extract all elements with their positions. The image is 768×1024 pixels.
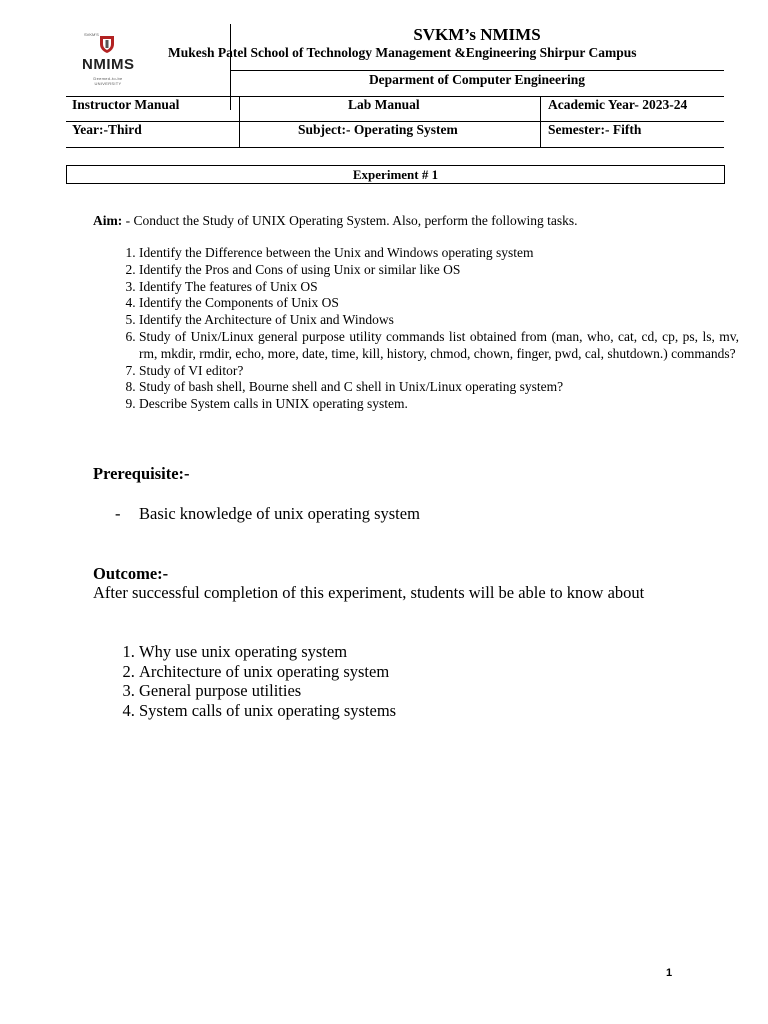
lab-manual-label: Lab Manual bbox=[348, 97, 420, 112]
list-item: 4. Identify the Components of Unix OS bbox=[139, 295, 739, 312]
academic-year-label: Academic Year- 2023-24 bbox=[548, 97, 688, 112]
header-rule-1 bbox=[230, 70, 724, 71]
logo-brand: NMIMS bbox=[82, 56, 135, 73]
list-item: 1. Identify the Difference between the Unix and Windows operating system bbox=[139, 245, 739, 262]
prerequisite-item bbox=[115, 504, 420, 524]
semester-label: Semester:- Fifth bbox=[548, 122, 642, 137]
list-item: 3. Identify The features of Unix OS bbox=[139, 279, 739, 296]
list-item: 5. Identify the Architecture of Unix and Windows bbox=[139, 312, 739, 329]
year-label: Year:-Third bbox=[72, 122, 142, 137]
list-item: 4. System calls of unix operating systems bbox=[139, 701, 396, 721]
nmims-seal-icon bbox=[97, 34, 117, 54]
aim-text: - Conduct the Study of UNIX Operating System. Also, perform the following tasks. bbox=[122, 213, 578, 228]
department-name: Deparment of Computer Engineering bbox=[368, 72, 586, 87]
list-item: 7. Study of VI editor? bbox=[139, 363, 739, 380]
task-list bbox=[93, 245, 739, 413]
prerequisite-heading: Prerequisite:- bbox=[93, 464, 190, 483]
outcome-heading: Outcome:- bbox=[93, 564, 169, 583]
list-item: 2. Identify the Pros and Cons of using Unix or similar like OS bbox=[139, 262, 739, 279]
list-item: 1. Why use unix operating system bbox=[139, 642, 396, 662]
logo-tagline: Deemed-to-be UNIVERSITY bbox=[93, 76, 123, 86]
bullet-dash: - bbox=[115, 504, 121, 523]
university-title: SVKM’s NMIMS bbox=[413, 25, 541, 44]
list-item: 9. Describe System calls in UNIX operating system. bbox=[139, 396, 739, 413]
header-rule-4 bbox=[66, 147, 724, 148]
logo-small-text: SVKM'S bbox=[84, 32, 99, 37]
prerequisite-text: Basic knowledge of unix operating system bbox=[139, 504, 420, 523]
list-item: 8. Study of bash shell, Bourne shell and C shell in Unix/Linux operating system? bbox=[139, 379, 739, 396]
outcome-text: After successful completion of this experiment, students will be able to know about bbox=[93, 583, 645, 602]
subject-label: Subject:- Operating System bbox=[298, 122, 458, 137]
experiment-title: Experiment # 1 bbox=[66, 165, 725, 184]
outcome-list bbox=[93, 642, 396, 720]
nmims-logo bbox=[82, 30, 134, 90]
page-number: 1 bbox=[666, 967, 673, 979]
aim-label: Aim: bbox=[93, 213, 123, 228]
list-item: 6. Study of Unix/Linux general purpose utility commands list obtained from (man, who, cat, cd, cp, ps, ls, mv, rm, mkdir, rmdir, echo, more, date, time, kill, history, chmod, chown, finger, pwd, cal, shutdown.) commands? bbox=[139, 329, 739, 363]
list-item: 2. Architecture of unix operating system bbox=[139, 662, 396, 682]
header-divider-v3 bbox=[540, 96, 541, 148]
instructor-manual-label: Instructor Manual bbox=[72, 97, 180, 112]
aim-line bbox=[93, 213, 577, 229]
header-divider-v2 bbox=[239, 96, 240, 148]
list-item: 3. General purpose utilities bbox=[139, 681, 396, 701]
school-name: Mukesh Patel School of Technology Management &Engineering Shirpur Campus bbox=[168, 45, 637, 60]
